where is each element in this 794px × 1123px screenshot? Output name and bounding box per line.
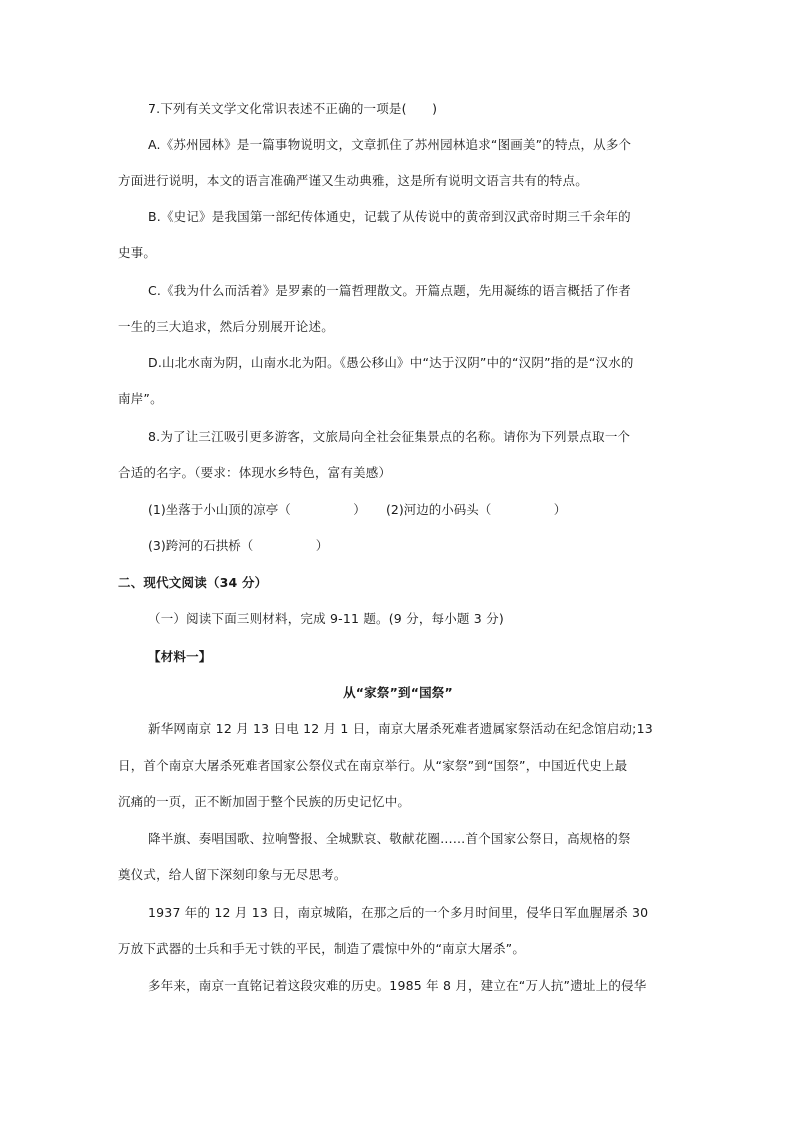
q7-option-c-line1: C.《我为什么而活着》是罗素的一篇哲理散文。开篇点题，先用凝练的语言概括了作者 [148,283,632,298]
paragraph-2-line1: 降半旗、奏唱国歌、拉响警报、全城默哀、敬献花圈……首个国家公祭日，高规格的祭 [148,831,631,846]
paragraph-1-line1: 新华网南京 12 月 13 日电 12 月 1 日，南京大屠杀死难者遗属家祭活动在纪念馆启动;13 [148,721,653,736]
article-title: 从“家祭”到“国祭” [343,685,453,700]
paragraph-3-line1: 1937 年的 12 月 13 日，南京城陷，在那之后的一个多月时间里，侵华日军血腥屠杀 30 [148,905,649,920]
q7-option-b-line1: B.《史记》是我国第一部纪传体通史，记载了从传说中的黄帝到汉武帝时期三千余年的 [148,209,631,224]
q7-stem: 7.下列有关文学文化常识表述不正确的一项是( ) [148,101,438,116]
q7-option-d-line2: 南岸”。 [118,391,163,406]
q8-item-3: (3)跨河的石拱桥（ ） [148,538,329,553]
paragraph-3-line2: 万放下武器的士兵和手无寸铁的平民，制造了震惊中外的“南京大屠杀”。 [118,941,526,956]
q7-option-d-line1: D.山北水南为阴，山南水北为阳。《愚公移山》中“达于汉阴”中的“汉阴”指的是“汉水的 [148,355,634,370]
q8-stem-line2: 合适的名字。（要求：体现水乡特色，富有美感） [118,465,392,480]
material-label: 【材料一】 [148,649,212,664]
q7-option-a-line1: A.《苏州园林》是一篇事物说明文，文章抓住了苏州园林追求“图画美”的特点，从多个 [148,137,632,152]
q7-option-b-line2: 史事。 [118,245,157,260]
paragraph-1-line3: 沉痛的一页，正不断加固于整个民族的历史记忆中。 [118,794,411,809]
q7-option-c-line2: 一生的三大追求，然后分别展开论述。 [118,319,334,334]
q8-item-1: (1)坐落于小山顶的凉亭（ ） [148,502,366,517]
q8-stem-line1: 8.为了让三江吸引更多游客，文旅局向全社会征集景点的名称。请你为下列景点取一个 [148,429,631,444]
q8-item-2: (2)河边的小码头（ ） [386,502,567,517]
q7-option-a-line2: 方面进行说明，本文的语言准确严谨又生动典雅，这是所有说明文语言共有的特点。 [118,173,588,188]
section-subheading: （一）阅读下面三则材料，完成 9-11 题。(9 分，每小题 3 分) [148,611,504,626]
section-heading: 二、现代文阅读（34 分） [118,575,268,590]
paragraph-2-line2: 奠仪式，给人留下深刻印象与无尽思考。 [118,867,347,882]
paragraph-1-line2: 日，首个南京大屠杀死难者国家公祭仪式在南京举行。从“家祭”到“国祭”，中国近代史上最 [118,758,628,773]
paragraph-4-line1: 多年来，南京一直铭记着这段灾难的历史。1985 年 8 月，建立在“万人抗”遗址上的侵华 [148,978,647,993]
